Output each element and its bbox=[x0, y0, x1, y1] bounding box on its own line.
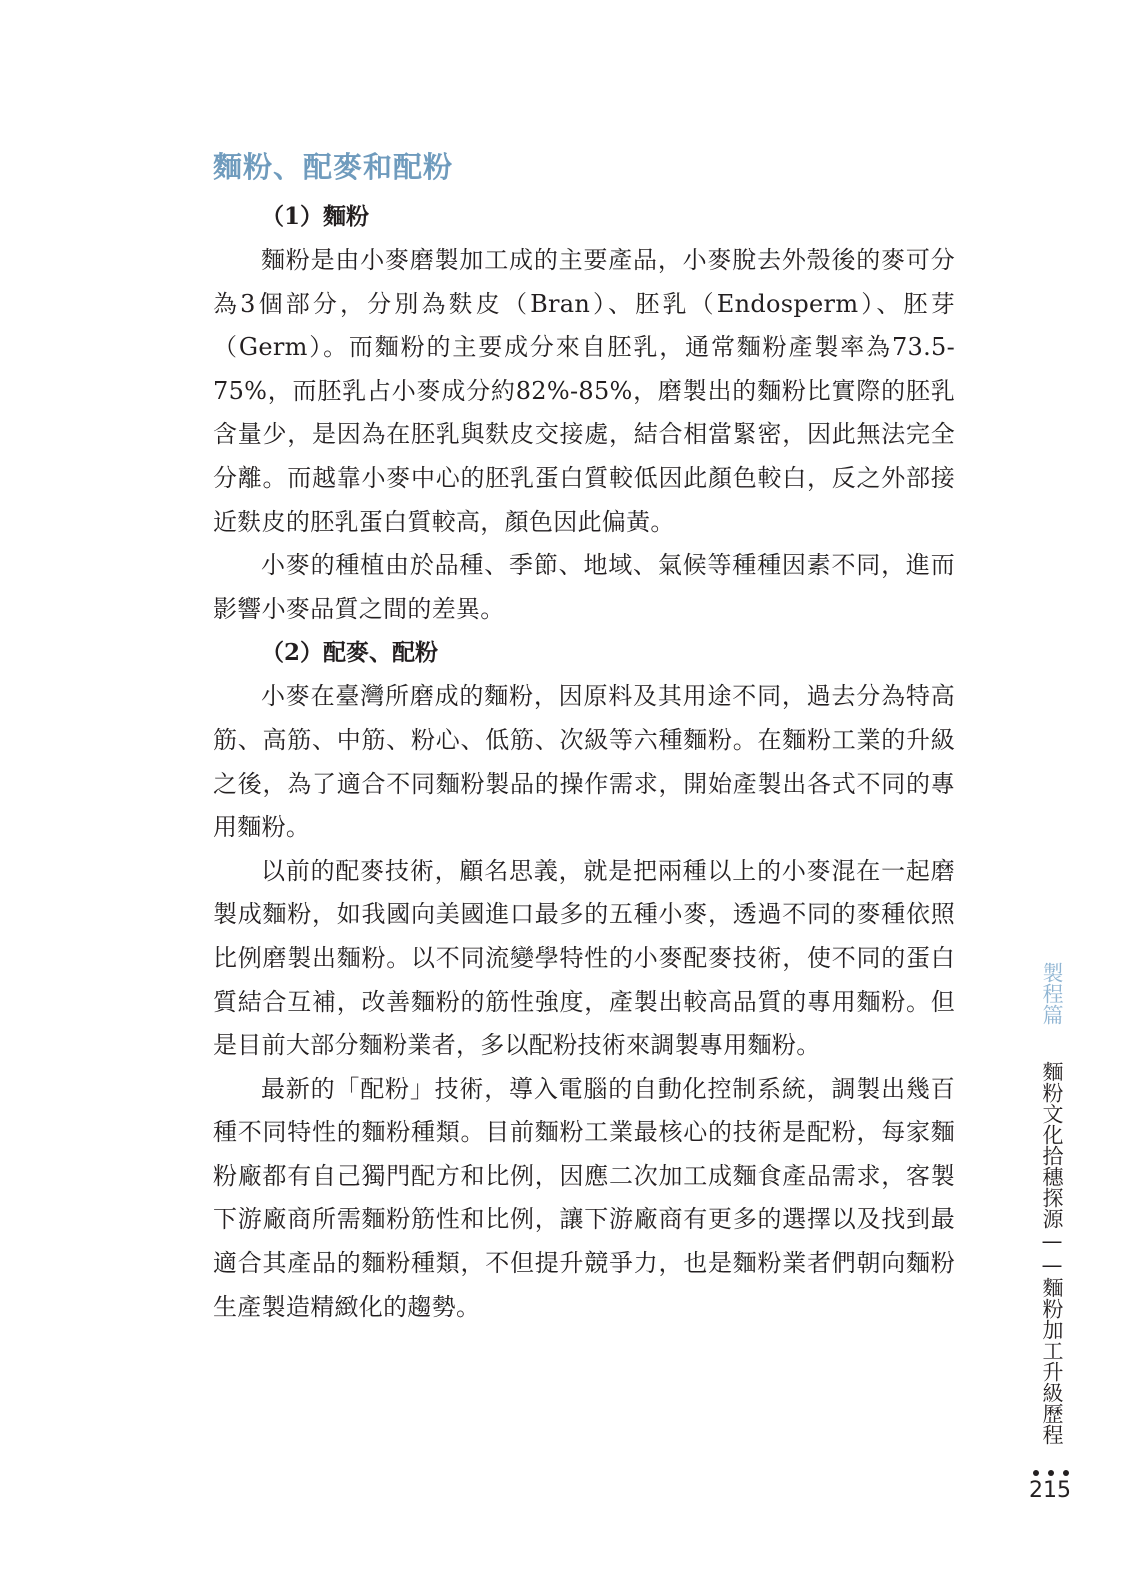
subsection-heading-blending: （2）配麥、配粉 bbox=[261, 639, 439, 667]
page-number-dots-icon bbox=[1033, 1470, 1069, 1478]
paragraph-flour-blending: 最新的「配粉」技術，導入電腦的自動化控制系統，調製出幾百種不同特性的麵粉種類。目前麵粉工業最核心的技術是配粉，每家麵粉廠都有自己獨門配方和比例，因應二次加工成麵食產品需求，客製下游廠商所需麵粉筋性和比例，讓下游廠商有更多的選擇以及找到最適合其產品的麵粉種類，不但提升競爭力，也是麵粉業者們朝向麵粉生產製造精緻化的趨勢。 bbox=[213, 1074, 955, 1321]
paragraph-wheat-variation: 小麥的種植由於品種、季節、地域、氣候等種種因素不同，進而影響小麥品質之間的差異。 bbox=[213, 551, 955, 623]
paragraph-flour-composition: 麵粉是由小麥磨製加工成的主要產品，小麥脫去外殼後的麥可分為3個部分，分別為麩皮（Bran）、胚乳（Endosperm）、胚芽（Germ）。而麵粉的主要成分來自胚乳，通常麵粉產製率為73.5-75%，而胚乳占小麥成分約82%-85%，磨製出的麵粉比實際的胚乳含量少，是因為在胚乳與麩皮交接處，結合相當緊密，因此無法完全分離。而越靠小麥中心的胚乳蛋白質較低因此顏色較白，反之外部接近麩皮的胚乳蛋白質較高，顏色因此偏黃。 bbox=[213, 246, 955, 536]
chapter-side-tab bbox=[1036, 962, 1064, 1445]
paragraph-wheat-blending: 以前的配麥技術，顧名思義，就是把兩種以上的小麥混在一起磨製成麵粉，如我國向美國進口最多的五種小麥，透過不同的麥種依照比例磨製出麵粉。以不同流變學特性的小麥配麥技術，使不同的蛋白質結合互補，改善麵粉的筋性強度，產製出較高品質的專用麵粉。但是目前大部分麵粉業者，多以配粉技術來調製專用麵粉。 bbox=[213, 856, 955, 1060]
section-title: 麵粉、配麥和配粉 bbox=[213, 150, 454, 184]
side-tab-category: 製程篇 bbox=[1040, 962, 1064, 1025]
page-number: 215 bbox=[1029, 1478, 1071, 1503]
paragraph-flour-types: 小麥在臺灣所磨成的麵粉，因原料及其用途不同，過去分為特高筋、高筋、中筋、粉心、低筋、次級等六種麵粉。在麵粉工業的升級之後，為了適合不同麵粉製品的操作需求，開始產製出各式不同的專用麵粉。 bbox=[213, 682, 955, 842]
side-tab-title: 麵粉文化拾穗探源——麵粉加工升級歷程 bbox=[1040, 1061, 1064, 1445]
main-content bbox=[213, 145, 955, 1329]
subsection-heading-flour: （1）麵粉 bbox=[261, 203, 370, 230]
